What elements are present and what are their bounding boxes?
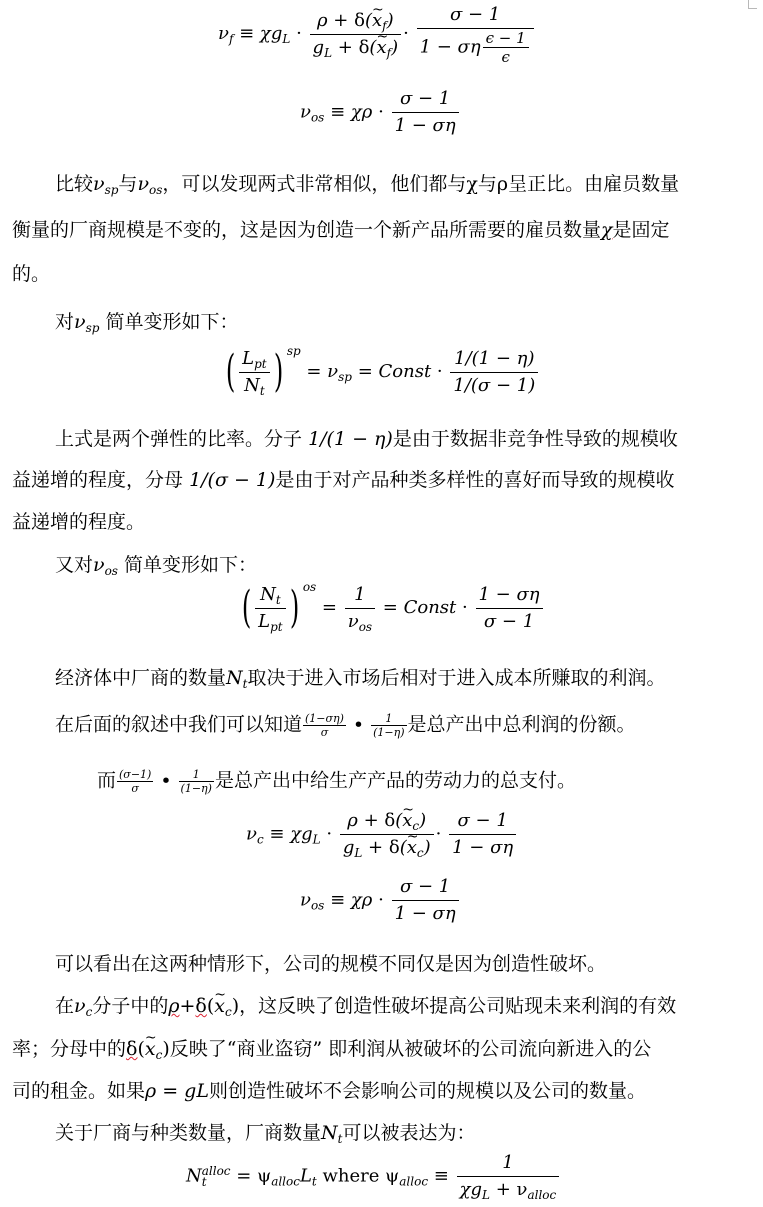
paragraph-firm-expression: 关于厂商与种类数量，厂商数量$N_t$可以被表达为： <box>55 1122 476 1146</box>
paragraph-profit-share: 在后面的叙述中我们可以知道 $\frac{(1-\sigma\eta)}{\sigma}$ • $\frac{1}{(1-\eta)}$ 是总产出中总利润的份额。 <box>55 712 636 739</box>
equation-n-alloc: N alloc t = $\psi_{alloc}L_t$ where $\psi_{alloc}$ ≡ $\frac{1}{\chi g_L + \nu_{alloc}}$ <box>186 1150 561 1203</box>
equation-nu-os-repeat: $\nu_{os} \equiv \chi\rho$ · $\frac{\sigma - 1}{1 - \sigma\eta}$ <box>300 874 461 927</box>
paragraph-transform-os: 又对$\nu_{os}$ 简单变形如下： <box>55 554 258 578</box>
paragraph-compare-line2: 衡量的厂商规模是不变的，这是因为创造一个新产品所需要的雇员数量χ是固定 <box>12 219 670 241</box>
paragraph-creative-destruction: 可以看出在这两种情形下，公司的规模不同仅是因为创造性破坏。 <box>55 953 607 975</box>
page-corner-mark <box>748 0 757 9</box>
equation-nu-f: $\nu_f \equiv \chi g_L$ · $\frac{\rho + \delta(\sim x_f)}{g_L + \delta(\sim x_f)}$ · σ − 1 1 − ση $\frac{\epsilon - 1}{\epsilon}$ <box>218 2 536 66</box>
paragraph-numerator-line1: 在$\nu_c$分子中的ρ+δ(~ $x_c$)，这反映了创造性破坏提高公司贴现未来利润的有效 <box>55 994 676 1018</box>
paragraph-elasticity-line3: 益递增的程度。 <box>12 511 146 533</box>
paragraph-elasticity-line2: 益递增的程度，分母 1/(σ − 1)是由于对产品种类多样性的喜好而导致的规模收 <box>12 469 675 491</box>
paragraph-numerator-line3: 司的租金。如果ρ = gL则创造性破坏不会影响公司的规模以及公司的数量。 <box>12 1080 646 1102</box>
equation-nu-c: $\nu_c \equiv \chi g_L$ · $\frac{\rho + \delta(\sim x_c)}{g_L + \delta(\sim x_c)}$ · $\frac{\sigma - 1}{1 - \sigma\eta}$ <box>246 808 518 861</box>
equation-nu-os: $\nu_{os} \equiv \chi\rho$ · $\frac{\sigma - 1}{1 - \sigma\eta}$ <box>300 86 461 139</box>
paragraph-compare-line1: 比较$\nu_{sp}$与$\nu_{os}$，可以发现两式非常相似，他们都与χ与ρ呈正比。由雇员数量 <box>55 173 680 197</box>
paragraph-elasticity-line1: 上式是两个弹性的比率。分子 1/(1 − η)是由于数据非竞争性导致的规模收 <box>55 428 678 450</box>
paragraph-compare-line3: 的。 <box>12 263 51 285</box>
paragraph-transform-sp: 对$\nu_{sp}$ 简单变形如下： <box>55 311 239 335</box>
paragraph-numerator-line2: 率；分母中的δ(~ $x_c$)反映了“商业盗窃” 即利润从被破坏的公司流向新进入的公 <box>12 1037 651 1061</box>
paragraph-firm-count: 经济体中厂商的数量$N_t$取决于进入市场后相对于进入成本所赚取的利润。 <box>55 667 666 691</box>
equation-sp-ratio: ( $\frac{L_{pt}}{N_t}$ ) $^{sp} = \nu_{sp}$ = Const · $\frac{1/(1 - \eta)}{1/(\sigma - 1)}$ <box>222 344 540 400</box>
paragraph-labor-share: 而 $\frac{(\sigma-1)}{\sigma}$ • $\frac{1}{(1-\eta)}$ 是总产出中给生产产品的劳动力的总支付。 <box>97 768 576 795</box>
equation-os-ratio: ( $\frac{N_t}{L_{pt}}$ ) $^{os}$ = $\frac{1}{\nu_{os}}$ = Const · $\frac{1 - \sigma\eta}{\sigma - 1}$ <box>238 580 545 636</box>
